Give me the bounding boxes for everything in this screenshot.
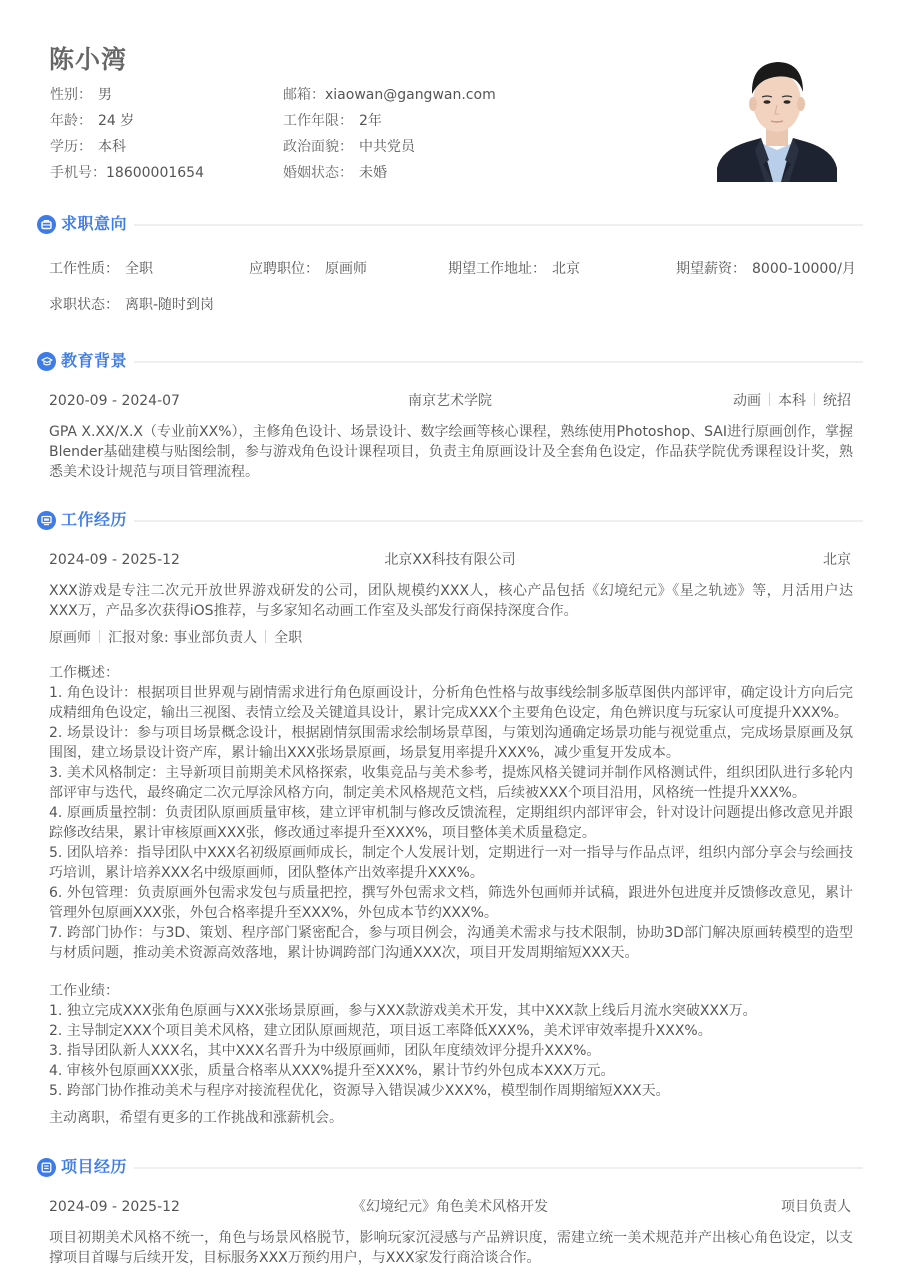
achievements-title: 工作业绩： xyxy=(49,983,119,999)
intent-value: 北京 xyxy=(552,261,580,277)
info-label: 邮箱： xyxy=(283,87,325,103)
intent-position xyxy=(249,258,367,280)
work-report-to: 汇报对象: 事业部负责人 xyxy=(108,630,258,646)
graduation-cap-icon xyxy=(37,352,56,371)
leave-reason: 主动离职，希望有更多的工作挑战和涨薪机会。 xyxy=(49,1110,343,1126)
work-title: 原画师 xyxy=(49,630,91,646)
profile-photo xyxy=(717,50,837,182)
education-description: GPA X.XX/X.X（专业前XX%），主修角色设计、场景设计、数字绘画等核心课程，熟练使用Photoshop、SAI进行原画创作，掌握Blender基础建模与贴图绘制，参与游戏角色设计课程项目，负责主角原画设计及全套角色设定，作品获学院优秀课程设计奖，熟悉美术设计规范与项目管理流程。 xyxy=(49,424,853,480)
info-value: 未婚 xyxy=(359,165,387,181)
info-value: 2年 xyxy=(359,113,382,129)
work-type: 全职 xyxy=(274,630,303,646)
info-gender xyxy=(50,84,112,106)
info-label: 年龄： xyxy=(50,113,92,129)
section-title: 求职意向 xyxy=(61,214,128,233)
section-divider xyxy=(134,1167,863,1169)
info-label: 性别： xyxy=(50,87,92,103)
work-location: 北京 xyxy=(823,552,851,568)
info-value: 24 岁 xyxy=(98,113,135,129)
achievement-item: 2. 主导制定XXX个项目美术风格，建立团队原画规范，项目返工率降低XXX%，美术评审效率提升XXX%。 xyxy=(49,1023,712,1039)
section-header-intent xyxy=(37,212,863,236)
intent-salary xyxy=(676,258,856,280)
education-type: 统招 xyxy=(823,393,851,409)
project-description: 项目初期美术风格不统一，角色与场景风格脱节，影响玩家沉浸感与产品辨识度，需建立统一美术规范并产出核心角色设定，以支撑项目首曝与后续开发，目标服务XXX万预约用户，与XXX家发行商洽谈合作。 xyxy=(49,1230,853,1266)
info-political xyxy=(283,136,415,158)
overview-item: 5. 团队培养：指导团队中XXX名初级原画师成长，制定个人发展计划，定期进行一对一指导与作品点评，组织内部分享会与绘画技巧培训，累计培养XXX名中级原画师，团队整体产出效率提升XXX%。 xyxy=(49,845,853,881)
project-period: 2024-09 - 2025-12 xyxy=(49,1199,180,1215)
section-title: 教育背景 xyxy=(61,351,128,370)
education-major: 动画 xyxy=(733,393,761,409)
info-value: 18600001654 xyxy=(106,165,204,181)
info-label: 政治面貌： xyxy=(283,139,353,155)
work-overview xyxy=(49,663,853,963)
info-email xyxy=(283,84,496,106)
info-value: 本科 xyxy=(98,139,126,155)
work-tags xyxy=(49,627,302,649)
overview-item: 2. 场景设计：参与项目场景概念设计，根据剧情氛围需求绘制场景草图，与策划沟通确定场景功能与视觉重点，完成场景原画及氛围图，建立场景设计资产库，累计输出XXX张场景原画，场景复用率提升XXX%，减少重复开发成本。 xyxy=(49,725,853,761)
work-row xyxy=(49,549,851,571)
overview-item: 1. 角色设计：根据项目世界观与剧情需求进行角色原画设计，分析角色性格与故事线绘制多版草图供内部评审，确定设计方向后完成精细角色设定，输出三视图、表情立绘及关键道具设计，累计完成XXX个主要角色设定，角色辨识度与玩家认可度提升XXX%。 xyxy=(49,685,853,721)
info-label: 工作年限： xyxy=(283,113,353,129)
candidate-name: 陈小湾 xyxy=(49,45,128,74)
intent-value: 离职-随时到岗 xyxy=(125,297,215,313)
intent-label: 求职状态： xyxy=(49,297,119,313)
section-divider xyxy=(134,361,863,363)
info-work-years xyxy=(283,110,382,132)
window-icon xyxy=(37,1158,56,1177)
section-divider xyxy=(134,224,863,226)
separator xyxy=(265,630,266,643)
education-row xyxy=(49,390,851,412)
monitor-icon xyxy=(37,511,56,530)
info-label: 婚姻状态： xyxy=(283,165,353,181)
intent-value: 全职 xyxy=(125,261,153,277)
section-header-project xyxy=(37,1155,863,1179)
info-phone xyxy=(50,162,204,184)
intent-label: 期望薪资： xyxy=(676,261,746,277)
info-value: 中共党员 xyxy=(359,139,415,155)
achievement-item: 1. 独立完成XXX张角色原画与XXX张场景原画，参与XXX款游戏美术开发，其中XXX款上线后月流水突破XXX万。 xyxy=(49,1003,757,1019)
intent-label: 期望工作地址： xyxy=(448,261,546,277)
section-title: 项目经历 xyxy=(61,1157,128,1176)
overview-item: 7. 跨部门协作：与3D、策划、程序部门紧密配合，参与项目例会，沟通美术需求与技术限制，协助3D部门解决原画转模型的造型与材质问题，推动美术资源高效落地，累计协调跨部门沟通XXX次，项目开发周期缩短XXX天。 xyxy=(49,925,853,961)
overview-title: 工作概述： xyxy=(49,665,119,681)
intent-value: 8000-10000/月 xyxy=(752,261,856,277)
project-row xyxy=(49,1196,851,1218)
education-school: 南京艺术学院 xyxy=(408,393,492,409)
overview-item: 6. 外包管理：负责原画外包需求发包与质量把控，撰写外包需求文档，筛选外包画师并试稿，跟进外包进度并反馈修改意见，累计管理外包原画XXX张，外包合格率提升至XXX%，外包成本节约XXX%。 xyxy=(49,885,853,921)
section-title: 工作经历 xyxy=(61,510,128,529)
separator xyxy=(814,393,815,406)
education-period: 2020-09 - 2024-07 xyxy=(49,393,180,409)
info-education xyxy=(50,136,126,158)
section-divider xyxy=(134,520,863,522)
info-label: 手机号： xyxy=(50,165,106,181)
intent-status xyxy=(49,294,214,316)
info-marital xyxy=(283,162,387,184)
briefcase-icon xyxy=(37,215,56,234)
education-tags xyxy=(733,390,851,412)
section-header-education xyxy=(37,349,863,373)
work-achievements xyxy=(49,981,853,1101)
achievement-item: 5. 跨部门协作推动美术与程序对接流程优化，资源导入错误减少XXX%，模型制作周期缩短XXX天。 xyxy=(49,1083,670,1099)
info-age xyxy=(50,110,134,132)
info-value: 男 xyxy=(98,87,112,103)
intent-location xyxy=(448,258,580,280)
intent-label: 应聘职位： xyxy=(249,261,319,277)
work-period: 2024-09 - 2025-12 xyxy=(49,552,180,568)
intent-value: 原画师 xyxy=(325,261,367,277)
company-intro: XXX游戏是专注二次元开放世界游戏研发的公司，团队规模约XXX人，核心产品包括《幻境纪元》《星之轨迹》等，月活用户达XXX万，产品多次获得iOS推荐，与多家知名动画工作室及头部发行商保持深度合作。 xyxy=(49,583,853,619)
section-header-work xyxy=(37,508,863,532)
separator xyxy=(769,393,770,406)
overview-item: 4. 原画质量控制：负责团队原画质量审核，建立评审机制与修改反馈流程，定期组织内部评审会，针对设计问题提出修改意见并跟踪修改结果，累计审核原画XXX张，修改通过率提升至XXX%，项目整体美术质量稳定。 xyxy=(49,805,853,841)
info-value: xiaowan@gangwan.com xyxy=(325,87,496,103)
info-label: 学历： xyxy=(50,139,92,155)
education-degree: 本科 xyxy=(778,393,806,409)
achievement-item: 3. 指导团队新人XXX名，其中XXX名晋升为中级原画师，团队年度绩效评分提升XXX%。 xyxy=(49,1043,601,1059)
intent-label: 工作性质： xyxy=(49,261,119,277)
overview-item: 3. 美术风格制定：主导新项目前期美术风格探索，收集竞品与美术参考，提炼风格关键词并制作风格测试件，组织团队进行多轮内部评审与迭代，最终确定二次元厚涂风格方向，制定美术风格规范文档，后续被XXX个项目沿用，风格统一性提升XXX%。 xyxy=(49,765,853,801)
achievement-item: 4. 审核外包原画XXX张，质量合格率从XXX%提升至XXX%，累计节约外包成本XXX万元。 xyxy=(49,1063,615,1079)
project-name: 《幻境纪元》角色美术风格开发 xyxy=(352,1199,548,1215)
work-company: 北京XX科技有限公司 xyxy=(384,552,516,568)
project-role: 项目负责人 xyxy=(781,1199,851,1215)
intent-job-type xyxy=(49,258,153,280)
separator xyxy=(99,630,100,643)
